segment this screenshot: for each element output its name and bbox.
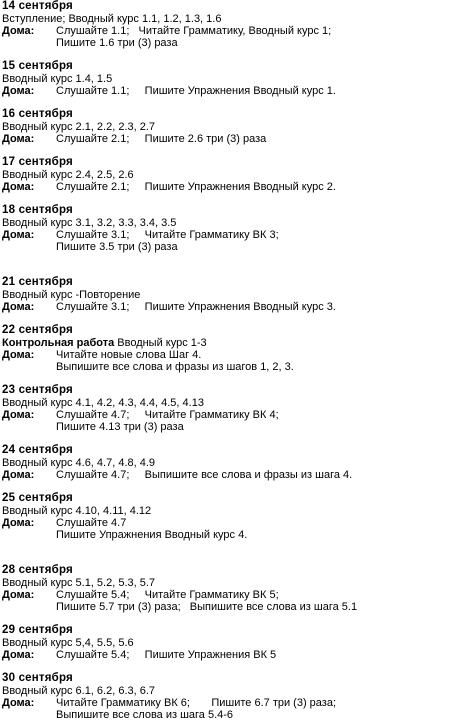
- entry-topic: Вводный курс 5,4, 5.5, 5.6: [2, 637, 134, 649]
- homework-line: Выпишите все слова из шага 5.4-6: [56, 709, 234, 721]
- homework-line: Слушайте 4.7; Выпишите все слова и фразы из шага 4.: [56, 469, 353, 481]
- homework-block: [2, 349, 294, 373]
- entry-topic: Вводный курс 4.6, 4.7, 4.8, 4.9: [2, 457, 156, 469]
- entry-topic: Вводный курс 5.1, 5.2, 5.3, 5.7: [2, 577, 156, 589]
- homework-label: Дома:: [2, 589, 35, 601]
- entry-date: 25 сентября: [2, 492, 73, 504]
- entry-date: 29 сентября: [2, 624, 73, 636]
- entry-topic: Вводный курс 2.1, 2.2, 2.3, 2.7: [2, 121, 156, 133]
- entry-date: 14 сентября: [2, 0, 73, 12]
- homework-line: Слушайте 4.7; Читайте Грамматику ВК 4;: [56, 409, 279, 421]
- entry-date: 21 сентября: [2, 276, 73, 288]
- entry-date: 16 сентября: [2, 108, 73, 120]
- homework-block: [2, 25, 331, 49]
- schedule-entry: [2, 384, 279, 433]
- homework-block: [2, 469, 352, 481]
- schedule-entry: [2, 108, 266, 145]
- homework-line: Пишите Упражнения Вводный курс 4.: [56, 529, 248, 541]
- test-topic: Вводный курс 1-3: [114, 337, 207, 349]
- schedule-entry: [2, 624, 276, 661]
- schedule-entry: [2, 492, 247, 541]
- homework-label: Дома:: [2, 133, 35, 145]
- schedule-entry: [2, 444, 352, 481]
- homework-line: Пишите 1.6 три (3) раза: [56, 37, 178, 49]
- schedule-entry: [2, 204, 279, 253]
- schedule-entry: [2, 324, 294, 373]
- entry-topic: Вводный курс 2.4, 2.5, 2.6: [2, 169, 134, 181]
- homework-label: Дома:: [2, 697, 35, 709]
- entry-date: 23 сентября: [2, 384, 73, 396]
- homework-line: Слушайте 5.4; Пишите Упражнения ВК 5: [56, 649, 277, 661]
- homework-label: Дома:: [2, 181, 35, 193]
- homework-line: Пишите 3.5 три (3) раза: [56, 241, 178, 253]
- homework-line: Слушайте 3.1; Читайте Грамматику ВК 3;: [56, 229, 279, 241]
- schedule-entry: [2, 60, 336, 97]
- homework-block: [2, 589, 357, 613]
- homework-label: Дома:: [2, 25, 35, 37]
- entry-topic: Вводный курс 6.1, 6.2, 6.3, 6.7: [2, 685, 156, 697]
- homework-block: [2, 517, 247, 541]
- homework-label: Дома:: [2, 229, 35, 241]
- homework-line: Пишите 5.7 три (3) раза; Выпишите все слова из шага 5.1: [56, 601, 358, 613]
- entry-date: 30 сентября: [2, 672, 73, 684]
- homework-label: Дома:: [2, 409, 35, 421]
- homework-line: Слушайте 3.1; Пишите Упражнения Вводный курс 3.: [56, 301, 336, 313]
- homework-line: Слушайте 2.1; Пишите 2.6 три (3) раза: [56, 133, 267, 145]
- test-label: Контрольная работа: [2, 337, 115, 349]
- entry-topic: Вводный курс 1.4, 1.5: [2, 73, 113, 85]
- homework-block: [2, 133, 266, 145]
- homework-label: Дома:: [2, 517, 35, 529]
- entry-date: 17 сентября: [2, 156, 73, 168]
- schedule-entry: [2, 564, 357, 613]
- schedule-entry: [2, 672, 336, 721]
- homework-line: Слушайте 5.4; Читайте Грамматику ВК 5;: [56, 589, 279, 601]
- homework-line: Слушайте 4.7: [56, 517, 127, 529]
- homework-block: [2, 649, 276, 661]
- entry-topic: Вводный курс -Повторение: [2, 289, 141, 301]
- homework-label: Дома:: [2, 349, 35, 361]
- entry-date: 22 сентября: [2, 324, 73, 336]
- schedule-entry: [2, 276, 336, 313]
- entry-date: 28 сентября: [2, 564, 73, 576]
- entry-topic: Вводный курс 4.1, 4.2, 4.3, 4.4, 4.5, 4.13: [2, 397, 204, 409]
- homework-line: Слушайте 2.1; Пишите Упражнения Вводный курс 2.: [56, 181, 336, 193]
- homework-block: [2, 409, 279, 433]
- entry-date: 15 сентября: [2, 60, 73, 72]
- schedule-entry: [2, 0, 331, 49]
- homework-label: Дома:: [2, 469, 35, 481]
- entry-date: 18 сентября: [2, 204, 73, 216]
- homework-line: Слушайте 1.1; Читайте Грамматику, Вводный курс 1;: [56, 25, 332, 37]
- homework-label: Дома:: [2, 85, 35, 97]
- homework-block: [2, 85, 336, 97]
- entry-topic: Вступление; Вводный курс 1.1, 1.2, 1.3, 1.6: [2, 13, 222, 25]
- entry-topic: Вводный курс 4.10, 4.11, 4.12: [2, 505, 152, 517]
- homework-line: Читайте Грамматику ВК 6; Пишите 6.7 три (3) раза;: [56, 697, 337, 709]
- entry-date: 24 сентября: [2, 444, 73, 456]
- homework-label: Дома:: [2, 649, 35, 661]
- homework-block: [2, 697, 336, 721]
- homework-block: [2, 229, 279, 253]
- homework-line: Пишите 4.13 три (3) раза: [56, 421, 184, 433]
- entry-topic: Вводный курс 3.1, 3.2, 3.3, 3.4, 3.5: [2, 217, 177, 229]
- homework-line: Слушайте 1.1; Пишите Упражнения Вводный курс 1.: [56, 85, 336, 97]
- homework-label: Дома:: [2, 301, 35, 313]
- schedule-entry: [2, 156, 336, 193]
- homework-block: [2, 301, 336, 313]
- homework-line: Выпишите все слова и фразы из шагов 1, 2, 3.: [56, 361, 294, 373]
- homework-line: Читайте новые слова Шаг 4.: [56, 349, 202, 361]
- entry-topic: [2, 337, 294, 349]
- homework-block: [2, 181, 336, 193]
